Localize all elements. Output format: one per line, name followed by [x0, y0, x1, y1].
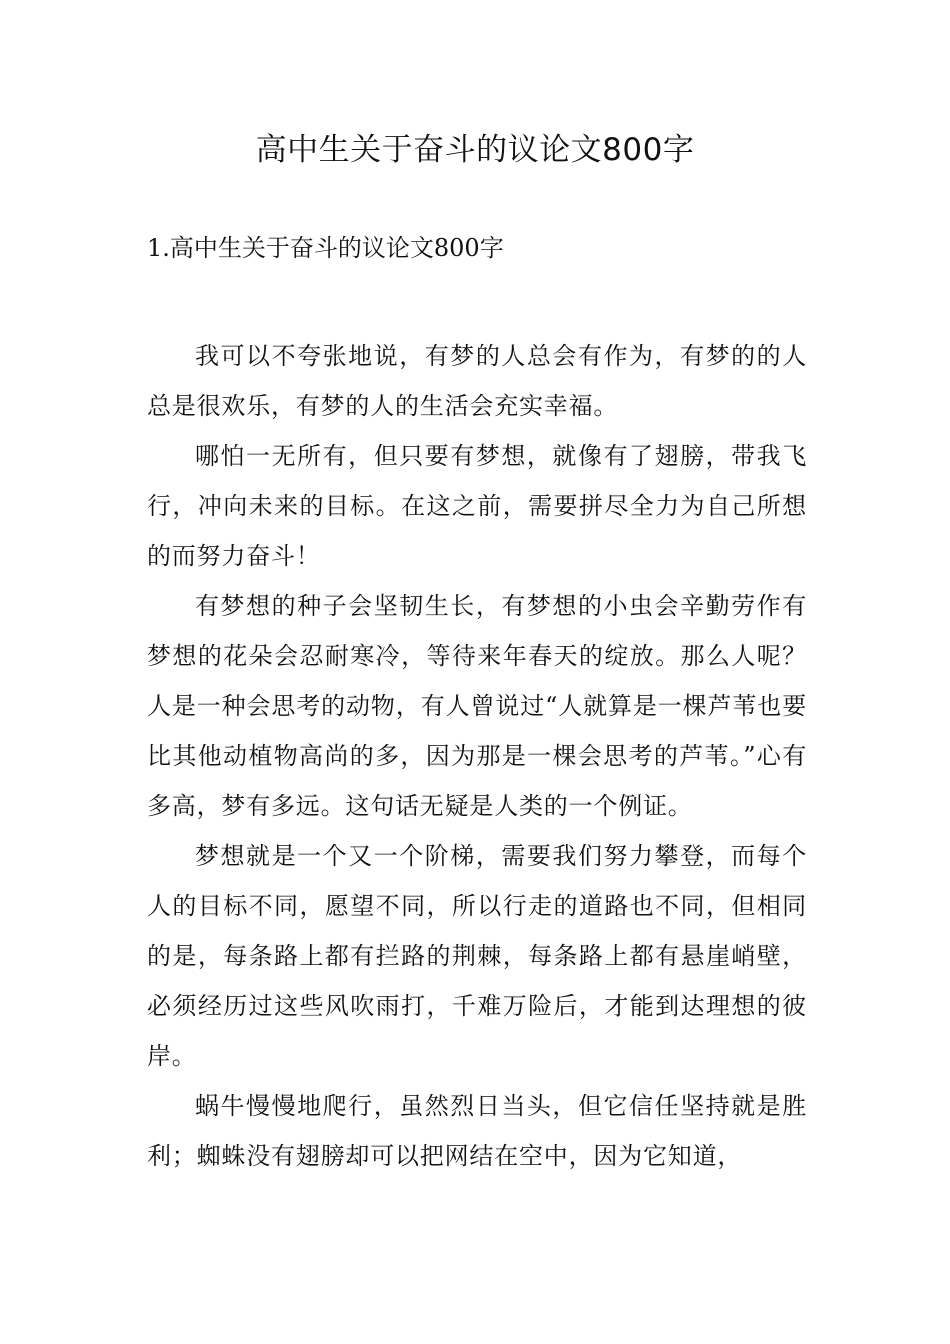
paragraph-1: 我可以不夸张地说，有梦的人总会有作为，有梦的的人总是很欢乐，有梦的人的生活会充实幸福。: [147, 342, 807, 420]
section-heading: 1.高中生关于奋斗的议论文800字: [147, 234, 504, 262]
page-title: 高中生关于奋斗的议论文800字: [255, 132, 695, 168]
paragraph-5: 蜗牛慢慢地爬行，虽然烈日当头，但它信任坚持就是胜利；蜘蛛没有翅膀却可以把网结在空中，因为它知道，: [147, 1092, 807, 1170]
paragraph-2: 哪怕一无所有，但只要有梦想，就像有了翅膀，带我飞行，冲向未来的目标。在这之前，需要拼尽全力为自己所想的而努力奋斗！: [147, 442, 807, 570]
paragraph-3: 有梦想的种子会坚韧生长，有梦想的小虫会辛勤劳作有梦想的花朵会忍耐寒冷，等待来年春天的绽放。那么人呢？人是一种会思考的动物，有人曾说过“人就算是一棵芦苇也要比其他动植物高尚的多，因为那是一棵会思考的芦苇。”心有多高，梦有多远。这句话无疑是人类的一个例证。: [147, 592, 807, 820]
essay-body: [147, 331, 807, 1181]
paragraph-4: 梦想就是一个又一个阶梯，需要我们努力攀登，而每个人的目标不同，愿望不同，所以行走的道路也不同，但相同的是，每条路上都有拦路的荆棘，每条路上都有悬崖峭壁，必须经历过这些风吹雨打，千难万险后，才能到达理想的彼岸。: [147, 842, 807, 1070]
